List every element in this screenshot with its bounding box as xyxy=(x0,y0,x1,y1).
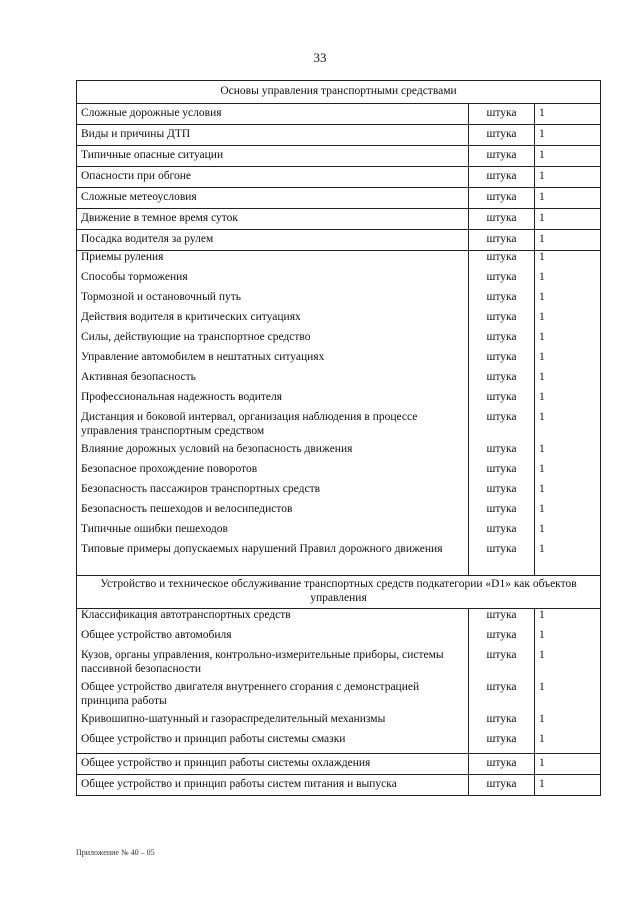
item-quantity: 1 xyxy=(535,609,601,630)
item-unit: штука xyxy=(469,167,535,188)
section-header-row xyxy=(77,81,601,104)
item-unit: штука xyxy=(469,371,535,391)
item-quantity: 1 xyxy=(535,188,601,209)
item-name: Классификация автотранспортных средств xyxy=(77,609,469,630)
item-unit: штука xyxy=(469,543,535,576)
table-row xyxy=(77,733,601,754)
item-unit: штука xyxy=(469,681,535,713)
item-name: Безопасное прохождение поворотов xyxy=(77,463,469,483)
item-quantity: 1 xyxy=(535,104,601,125)
table-row xyxy=(77,167,601,188)
item-quantity: 1 xyxy=(535,230,601,251)
table-row xyxy=(77,754,601,775)
item-quantity: 1 xyxy=(535,483,601,503)
item-unit: штука xyxy=(469,104,535,125)
item-unit: штука xyxy=(469,483,535,503)
item-quantity: 1 xyxy=(535,209,601,230)
section-title: Устройство и техническое обслуживание транспортных средств подкатегории «D1» как объектов управления xyxy=(77,576,601,609)
page-number: 33 xyxy=(313,50,327,65)
table-row xyxy=(77,331,601,351)
table-row xyxy=(77,609,601,630)
item-quantity: 1 xyxy=(535,463,601,483)
table-body xyxy=(77,81,601,796)
table-row xyxy=(77,523,601,543)
table-row xyxy=(77,146,601,167)
item-name: Способы торможения xyxy=(77,271,469,291)
table-row xyxy=(77,649,601,681)
item-quantity: 1 xyxy=(535,311,601,331)
item-name: Тормозной и остановочный путь xyxy=(77,291,469,311)
item-quantity: 1 xyxy=(535,291,601,311)
item-quantity: 1 xyxy=(535,271,601,291)
table-row xyxy=(77,483,601,503)
item-unit: штука xyxy=(469,146,535,167)
table-row xyxy=(77,681,601,713)
item-quantity: 1 xyxy=(535,371,601,391)
item-quantity: 1 xyxy=(535,351,601,371)
item-name: Действия водителя в критических ситуациях xyxy=(77,311,469,331)
item-name: Силы, действующие на транспортное средство xyxy=(77,331,469,351)
item-unit: штука xyxy=(469,523,535,543)
item-name: Общее устройство и принцип работы системы смазки xyxy=(77,733,469,754)
item-unit: штука xyxy=(469,713,535,733)
item-quantity: 1 xyxy=(535,775,601,796)
item-name: Безопасность пешеходов и велосипедистов xyxy=(77,503,469,523)
item-name: Кузов, органы управления, контрольно-измерительные приборы, системы пассивной безопасности xyxy=(77,649,469,681)
item-quantity: 1 xyxy=(535,503,601,523)
item-unit: штука xyxy=(469,754,535,775)
item-quantity: 1 xyxy=(535,523,601,543)
item-quantity: 1 xyxy=(535,681,601,713)
item-name: Сложные дорожные условия xyxy=(77,104,469,125)
item-unit: штука xyxy=(469,291,535,311)
table-row xyxy=(77,463,601,483)
item-unit: штука xyxy=(469,331,535,351)
item-unit: штука xyxy=(469,463,535,483)
item-name: Типовые примеры допускаемых нарушений Правил дорожного движения xyxy=(77,543,469,576)
table-row xyxy=(77,271,601,291)
table-row xyxy=(77,311,601,331)
item-quantity: 1 xyxy=(535,649,601,681)
item-unit: штука xyxy=(469,271,535,291)
item-name: Посадка водителя за рулем xyxy=(77,230,469,251)
table-row xyxy=(77,443,601,463)
table-row xyxy=(77,503,601,523)
item-unit: штука xyxy=(469,733,535,754)
item-name: Безопасность пассажиров транспортных средств xyxy=(77,483,469,503)
item-name: Виды и причины ДТП xyxy=(77,125,469,146)
item-name: Сложные метеоусловия xyxy=(77,188,469,209)
item-unit: штука xyxy=(469,230,535,251)
item-quantity: 1 xyxy=(535,331,601,351)
item-quantity: 1 xyxy=(535,443,601,463)
item-quantity: 1 xyxy=(535,411,601,443)
item-unit: штука xyxy=(469,609,535,630)
item-unit: штука xyxy=(469,411,535,443)
item-name: Опасности при обгоне xyxy=(77,167,469,188)
table-row xyxy=(77,291,601,311)
item-unit: штука xyxy=(469,188,535,209)
item-quantity: 1 xyxy=(535,251,601,272)
item-quantity: 1 xyxy=(535,754,601,775)
item-name: Дистанция и боковой интервал, организация наблюдения в процессе управления транспортным средством xyxy=(77,411,469,443)
item-name: Движение в темное время суток xyxy=(77,209,469,230)
item-unit: штука xyxy=(469,391,535,411)
item-name: Активная безопасность xyxy=(77,371,469,391)
table-row xyxy=(77,351,601,371)
item-quantity: 1 xyxy=(535,391,601,411)
section-title: Основы управления транспортными средствами xyxy=(77,81,601,104)
item-name: Профессиональная надежность водителя xyxy=(77,391,469,411)
item-quantity: 1 xyxy=(535,733,601,754)
item-quantity: 1 xyxy=(535,629,601,649)
table-row xyxy=(77,391,601,411)
table-row xyxy=(77,188,601,209)
item-quantity: 1 xyxy=(535,713,601,733)
footer-note: Приложение № 40 – 05 xyxy=(76,848,155,857)
item-unit: штука xyxy=(469,649,535,681)
item-unit: штука xyxy=(469,443,535,463)
item-name: Типичные ошибки пешеходов xyxy=(77,523,469,543)
section-header-row xyxy=(77,576,601,609)
item-unit: штука xyxy=(469,251,535,272)
item-name: Приемы руления xyxy=(77,251,469,272)
item-name: Типичные опасные ситуации xyxy=(77,146,469,167)
item-quantity: 1 xyxy=(535,543,601,576)
table-row xyxy=(77,543,601,576)
table-row xyxy=(77,230,601,251)
item-name: Общее устройство двигателя внутреннего сгорания с демонстрацией принципа работы xyxy=(77,681,469,713)
item-unit: штука xyxy=(469,629,535,649)
equipment-table xyxy=(76,80,601,796)
item-unit: штука xyxy=(469,503,535,523)
item-name: Общее устройство и принцип работы системы охлаждения xyxy=(77,754,469,775)
item-quantity: 1 xyxy=(535,125,601,146)
item-name: Влияние дорожных условий на безопасность движения xyxy=(77,443,469,463)
item-name: Общее устройство и принцип работы систем питания и выпуска xyxy=(77,775,469,796)
table-row xyxy=(77,209,601,230)
table-row xyxy=(77,713,601,733)
table-row xyxy=(77,125,601,146)
table-row xyxy=(77,629,601,649)
item-unit: штука xyxy=(469,125,535,146)
table-row xyxy=(77,371,601,391)
item-unit: штука xyxy=(469,209,535,230)
item-unit: штука xyxy=(469,311,535,331)
table-row xyxy=(77,251,601,272)
table-row xyxy=(77,104,601,125)
item-unit: штука xyxy=(469,775,535,796)
item-name: Кривошипно-шатунный и газораспределительный механизмы xyxy=(77,713,469,733)
table-row xyxy=(77,775,601,796)
item-quantity: 1 xyxy=(535,146,601,167)
item-quantity: 1 xyxy=(535,167,601,188)
item-unit: штука xyxy=(469,351,535,371)
table-row xyxy=(77,411,601,443)
item-name: Общее устройство автомобиля xyxy=(77,629,469,649)
item-name: Управление автомобилем в нештатных ситуациях xyxy=(77,351,469,371)
